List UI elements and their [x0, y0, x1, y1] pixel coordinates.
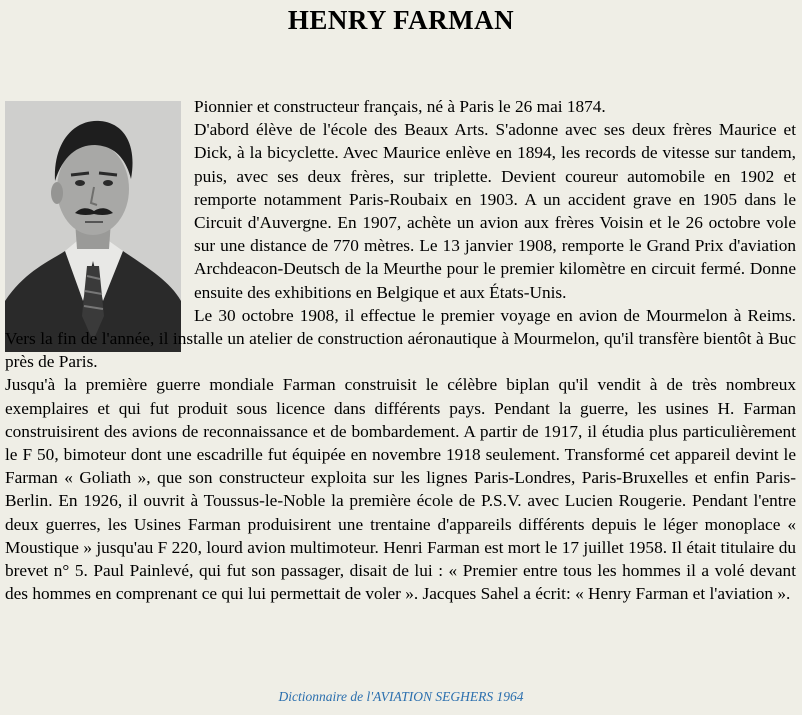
photo-spacer: [5, 95, 181, 324]
page-title: HENRY FARMAN: [287, 5, 515, 35]
paragraph-intro: Pionnier et constructeur français, né à Paris le 26 mai 1874.: [194, 97, 606, 116]
biography-text: [5, 95, 796, 605]
paragraph-early-life: D'abord élève de l'école des Beaux Arts. S'adonne avec ses deux frères Maurice et Dick, à la bicyclette. Avec Maurice enlève en 1894, les records de vitesse sur tandem, puis, avec ses deux frères, sur triplette. Devient coureur automobile en 1902 et remporte notamment Paris-Roubaix en 1903. A un accident grave en 1905 dans le Circuit d'Auvergne. En 1907, achète un avion aux frères Voisin et le 26 octobre vole sur une distance de 770 mètres. Le 13 janvier 1908, remporte le Grand Prix d'aviation Archdeacon-Deutsch de la Meurthe pour le premier kilomètre en circuit fermé. Donne ensuite des exhibitions en Belgique et aux États-Unis.: [194, 120, 796, 302]
source-citation: Dictionnaire de l'AVIATION SEGHERS 1964: [278, 689, 524, 704]
paragraph-career: Jusqu'à la première guerre mondiale Farman construisit le célèbre biplan qu'il vendit à de très nombreux exemplaires et qui fut produit sous licence dans différents pays. Pendant la guerre, les usines H. Farman construisirent des avions de reconnaissance et de bombardement. A partir de 1917, il étudia plus particulièrement le F 50, bimoteur dont une escadrille fut équipée en novembre 1918 seulement. Transformé cet appareil devint le Farman « Goliath », que son constructeur exploita sur les lignes Paris-Londres, Paris-Bruxelles et enfin Paris-Berlin. En 1926, il ouvrit à Toussus-le-Noble la première école de P.S.V. avec Lucien Rougerie. Pendant l'entre deux guerres, les Usines Farman produisirent une trentaine d'appareils différents depuis le léger monoplace « Moustique » jusqu'au F 220, lourd avion multimoteur. Henri Farman est mort le 17 juillet 1958. Il était titulaire du brevet n° 5. Paul Painlevé, qui fut son passager, disait de lui : « Premier entre tous les hommes il a volé devant des hommes en comprenant ce qui lui permettait de voler ». Jacques Sahel a écrit: « Henry Farman et l'aviation ».: [5, 375, 796, 604]
paragraph-first-flight: Le 30 octobre 1908, il effectue le premier voyage en avion de Mourmelon à Reims. Vers la fin de l'année, il installe un atelier de construction aéronautique à Mourmelon, qu'il transfère bientôt à Buc près de Paris.: [5, 305, 796, 372]
